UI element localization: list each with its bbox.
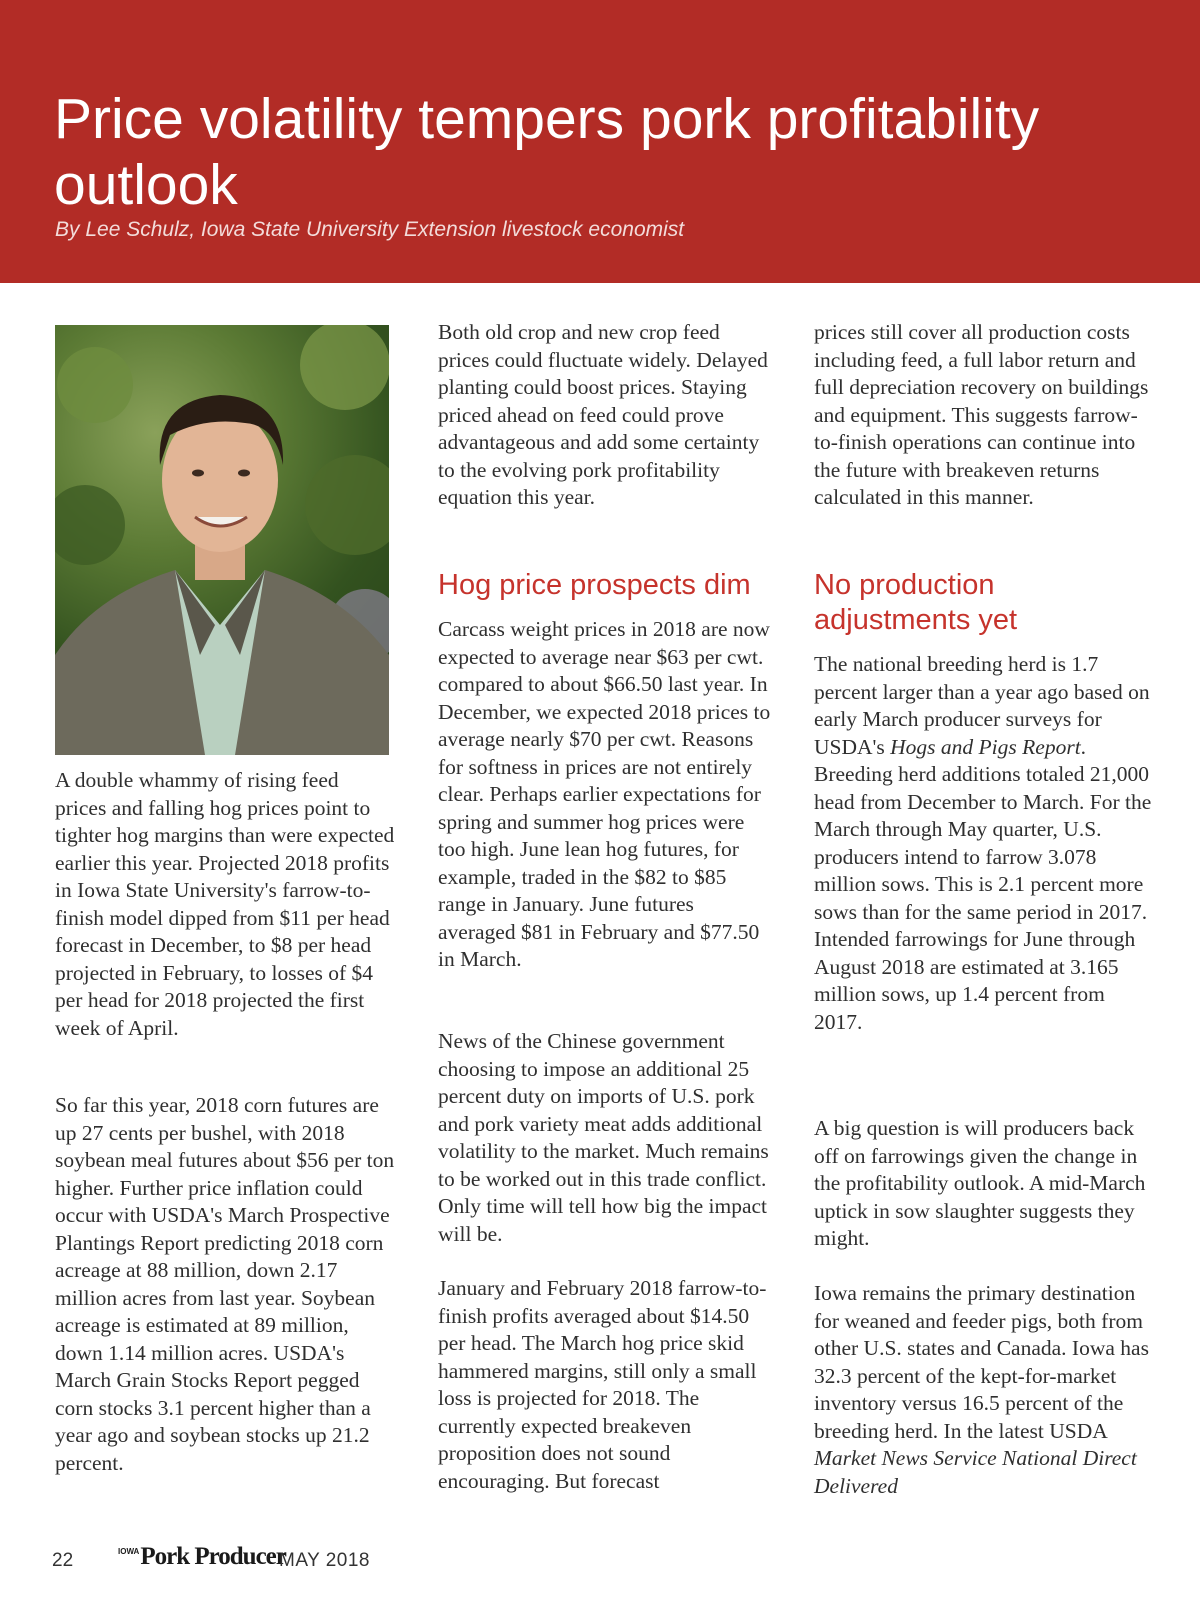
publication-logo: $^{IOWA}$Pork Producer (118, 1543, 286, 1570)
article-byline: By Lee Schulz, Iowa State University Extension livestock economist (55, 218, 685, 241)
section-heading-production: No production adjustments yet (814, 569, 1018, 636)
title-banner (0, 0, 1200, 283)
issue-date: MAY 2018 (279, 1550, 370, 1571)
col2-paragraph-1: Both old crop and new crop feed prices could fluctuate widely. Delayed planting could boost prices. Staying priced ahead on feed could prove advantageous and add some certainty to the evolving pork profitability equation this year. (438, 320, 768, 509)
col3-paragraph-3: A big question is will producers back off on farrowings given the change in the profitability outlook. A mid-March uptick in sow slaughter suggests they might. (814, 1116, 1146, 1250)
author-portrait-illustration (55, 325, 389, 755)
page-number: 22 (52, 1550, 74, 1571)
col2-paragraph-3: News of the Chinese government choosing to impose an additional 25 percent duty on imports of U.S. pork and pork variety meat adds additional volatility to the market. Much remains to be worked out in this trade conflict. Only time will tell how big the impact will be. (438, 1029, 769, 1246)
col1-paragraph-2: So far this year, 2018 corn futures are up 27 cents per bushel, with 2018 soybean meal futures about $56 per ton higher. Further price inflation could occur with USDA's March Prospective Plantings Report predicting 2018 corn acreage at 88 million, down 2.17 million acres from last year. Soybean acreage is estimated at 89 million, down 1.14 million acres. USDA's March Grain Stocks Report pegged corn stocks 3.1 percent higher than a year ago and soybean stocks up 21.2 percent. (55, 1093, 395, 1475)
report-title-market-news: Market News Service National Direct Delivered (814, 1446, 1137, 1498)
col2-paragraph-4: January and February 2018 farrow-to-finish profits averaged about $14.50 per head. The March hog price skid hammered margins, still only a small loss is projected for 2018. The currently expected breakeven proposition does not sound encouraging. But forecast (438, 1276, 767, 1493)
page-footer (52, 1545, 552, 1577)
col3-paragraph-2: The national breeding herd is 1.7 percent larger than a year ago based on early March producer surveys for USDA's Hogs and Pigs Report. Breeding herd additions totaled 21,000 head from December to March. For the March through May quarter, U.S. producers intend to farrow 3.078 million sows. This is 2.1 percent more sows than for the same period in 2017. Intended farrowings for June through August 2018 are estimated at 3.165 million sows, up 1.4 percent from 2017. (814, 652, 1152, 1034)
col3-paragraph-4: Iowa remains the primary destination for weaned and feeder pigs, both from other U.S. states and Canada. Iowa has 32.3 percent of the kept-for-market inventory versus 16.5 percent of the breeding herd. In the latest USDA Market News Service National Direct Delivered (814, 1281, 1149, 1498)
article-title: Price volatility tempers pork profitability outlook (54, 87, 1040, 217)
report-title-hogs-and-pigs: Hogs and Pigs Report (890, 734, 1081, 759)
author-photo (55, 325, 389, 755)
col2-paragraph-2: Carcass weight prices in 2018 are now expected to average near $63 per cwt. compared to about $66.50 last year. In December, we expected 2018 prices to average nearly $70 per cwt. Reasons for softness in prices are not entirely clear. Perhaps earlier expectations for spring and summer hog prices were too high. June lean hog futures, for example, traded in the $82 to $85 range in January. June futures averaged $81 in February and $77.50 in March. (438, 617, 771, 971)
col1-paragraph-1: A double whammy of rising feed prices and falling hog prices point to tighter hog margins than were expected earlier this year. Projected 2018 profits in Iowa State University's farrow-to-finish model dipped from $11 per head forecast in December, to $8 per head projected in February, to losses of $4 per head for 2018 projected the first week of April. (55, 768, 395, 1040)
col3-paragraph-1: prices still cover all production costs including feed, a full labor return and full depreciation recovery on buildings and equipment. This suggests farrow-to-finish operations can continue into the future with breakeven returns calculated in this manner. (814, 320, 1149, 509)
section-heading-hog-price: Hog price prospects dim (438, 569, 751, 601)
